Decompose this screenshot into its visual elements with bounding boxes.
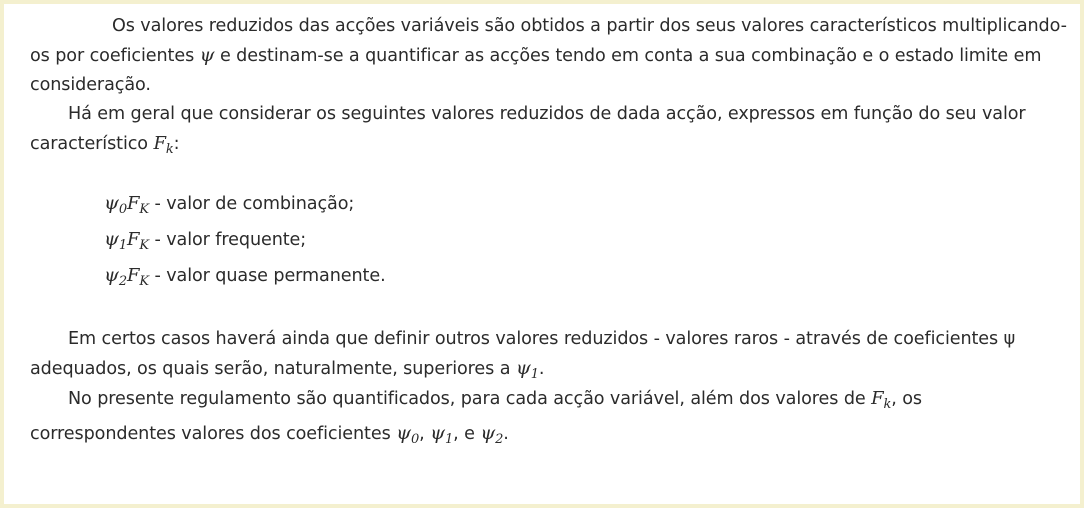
- paragraph-rare-values: [30, 325, 1070, 384]
- paragraph4-text-a: No presente regulamento são quantificados, para cada acção variável, além dos valores de: [68, 389, 872, 409]
- f-symbol: F: [126, 265, 140, 286]
- f-symbol: F: [871, 388, 884, 409]
- psi-index: 2: [495, 432, 504, 447]
- paragraph3-end: .: [538, 359, 545, 379]
- reduced-values-list: [30, 185, 1070, 293]
- paragraph-reduced-values-types: [30, 100, 1070, 159]
- psi-symbol: ψ: [430, 422, 445, 444]
- f-symbol: F: [126, 193, 140, 214]
- list-item-description: - valor frequente;: [149, 230, 307, 250]
- k-subscript: K: [139, 274, 149, 289]
- paragraph2-colon: :: [173, 134, 180, 154]
- paragraph4-text-b: , os correspondentes valores dos coeficientes: [30, 389, 922, 444]
- k-subscript: k: [883, 397, 892, 412]
- paragraph4-end: .: [503, 424, 509, 444]
- list-item-combination: [104, 185, 1070, 221]
- psi-index: 2: [118, 274, 127, 289]
- k-subscript: k: [165, 142, 174, 157]
- separator: ,: [419, 424, 431, 444]
- psi-index: 1: [530, 367, 539, 382]
- separator: , e: [453, 424, 481, 444]
- list-item-description: - valor quase permanente.: [149, 266, 386, 286]
- list-item-frequent: [104, 221, 1070, 257]
- psi-index: 0: [410, 432, 420, 447]
- document-body: [30, 12, 1070, 451]
- paragraph3-text-b: adequados, os quais serão, naturalmente, superiores a: [30, 359, 516, 379]
- k-subscript: K: [139, 238, 149, 253]
- psi-symbol: ψ: [515, 357, 531, 379]
- k-subscript: K: [139, 202, 149, 217]
- psi-index: 1: [444, 432, 454, 447]
- paragraph2-text-a: Há em geral que considerar os seguintes valores reduzidos de dada acção, expressos em função do seu valor característico: [30, 104, 1026, 154]
- f-symbol: F: [126, 229, 140, 250]
- psi-index: 0: [118, 202, 127, 217]
- psi-symbol: ψ: [104, 192, 119, 214]
- list-item-quasi-permanent: [104, 257, 1070, 293]
- psi-symbol: ψ: [480, 422, 496, 444]
- psi-symbol: ψ: [1003, 329, 1016, 349]
- f-symbol: F: [153, 133, 166, 154]
- psi-symbol: ψ: [104, 228, 119, 250]
- psi-index: 1: [118, 238, 127, 253]
- paragraph-quantified-coefficients: [30, 382, 1070, 451]
- psi-symbol: ψ: [396, 422, 411, 444]
- paragraph3-text-a: Em certos casos haverá ainda que definir outros valores reduzidos - valores raros - através de coeficientes: [68, 329, 1004, 349]
- paragraph-reduced-values-intro: [30, 12, 1070, 100]
- spacer: [30, 293, 1070, 325]
- psi-symbol: ψ: [104, 264, 119, 286]
- paragraph1-text-a: Os valores reduzidos das acções variáveis são obtidos a partir dos seus valores característicos multiplicando-os por coeficientes: [30, 16, 1067, 66]
- psi-symbol: ψ: [199, 44, 215, 66]
- paragraph1-text-b: e destinam-se a quantificar as acções tendo em conta a sua combinação e o estado limite em consideração.: [30, 46, 1042, 95]
- list-item-description: - valor de combinação;: [149, 194, 355, 214]
